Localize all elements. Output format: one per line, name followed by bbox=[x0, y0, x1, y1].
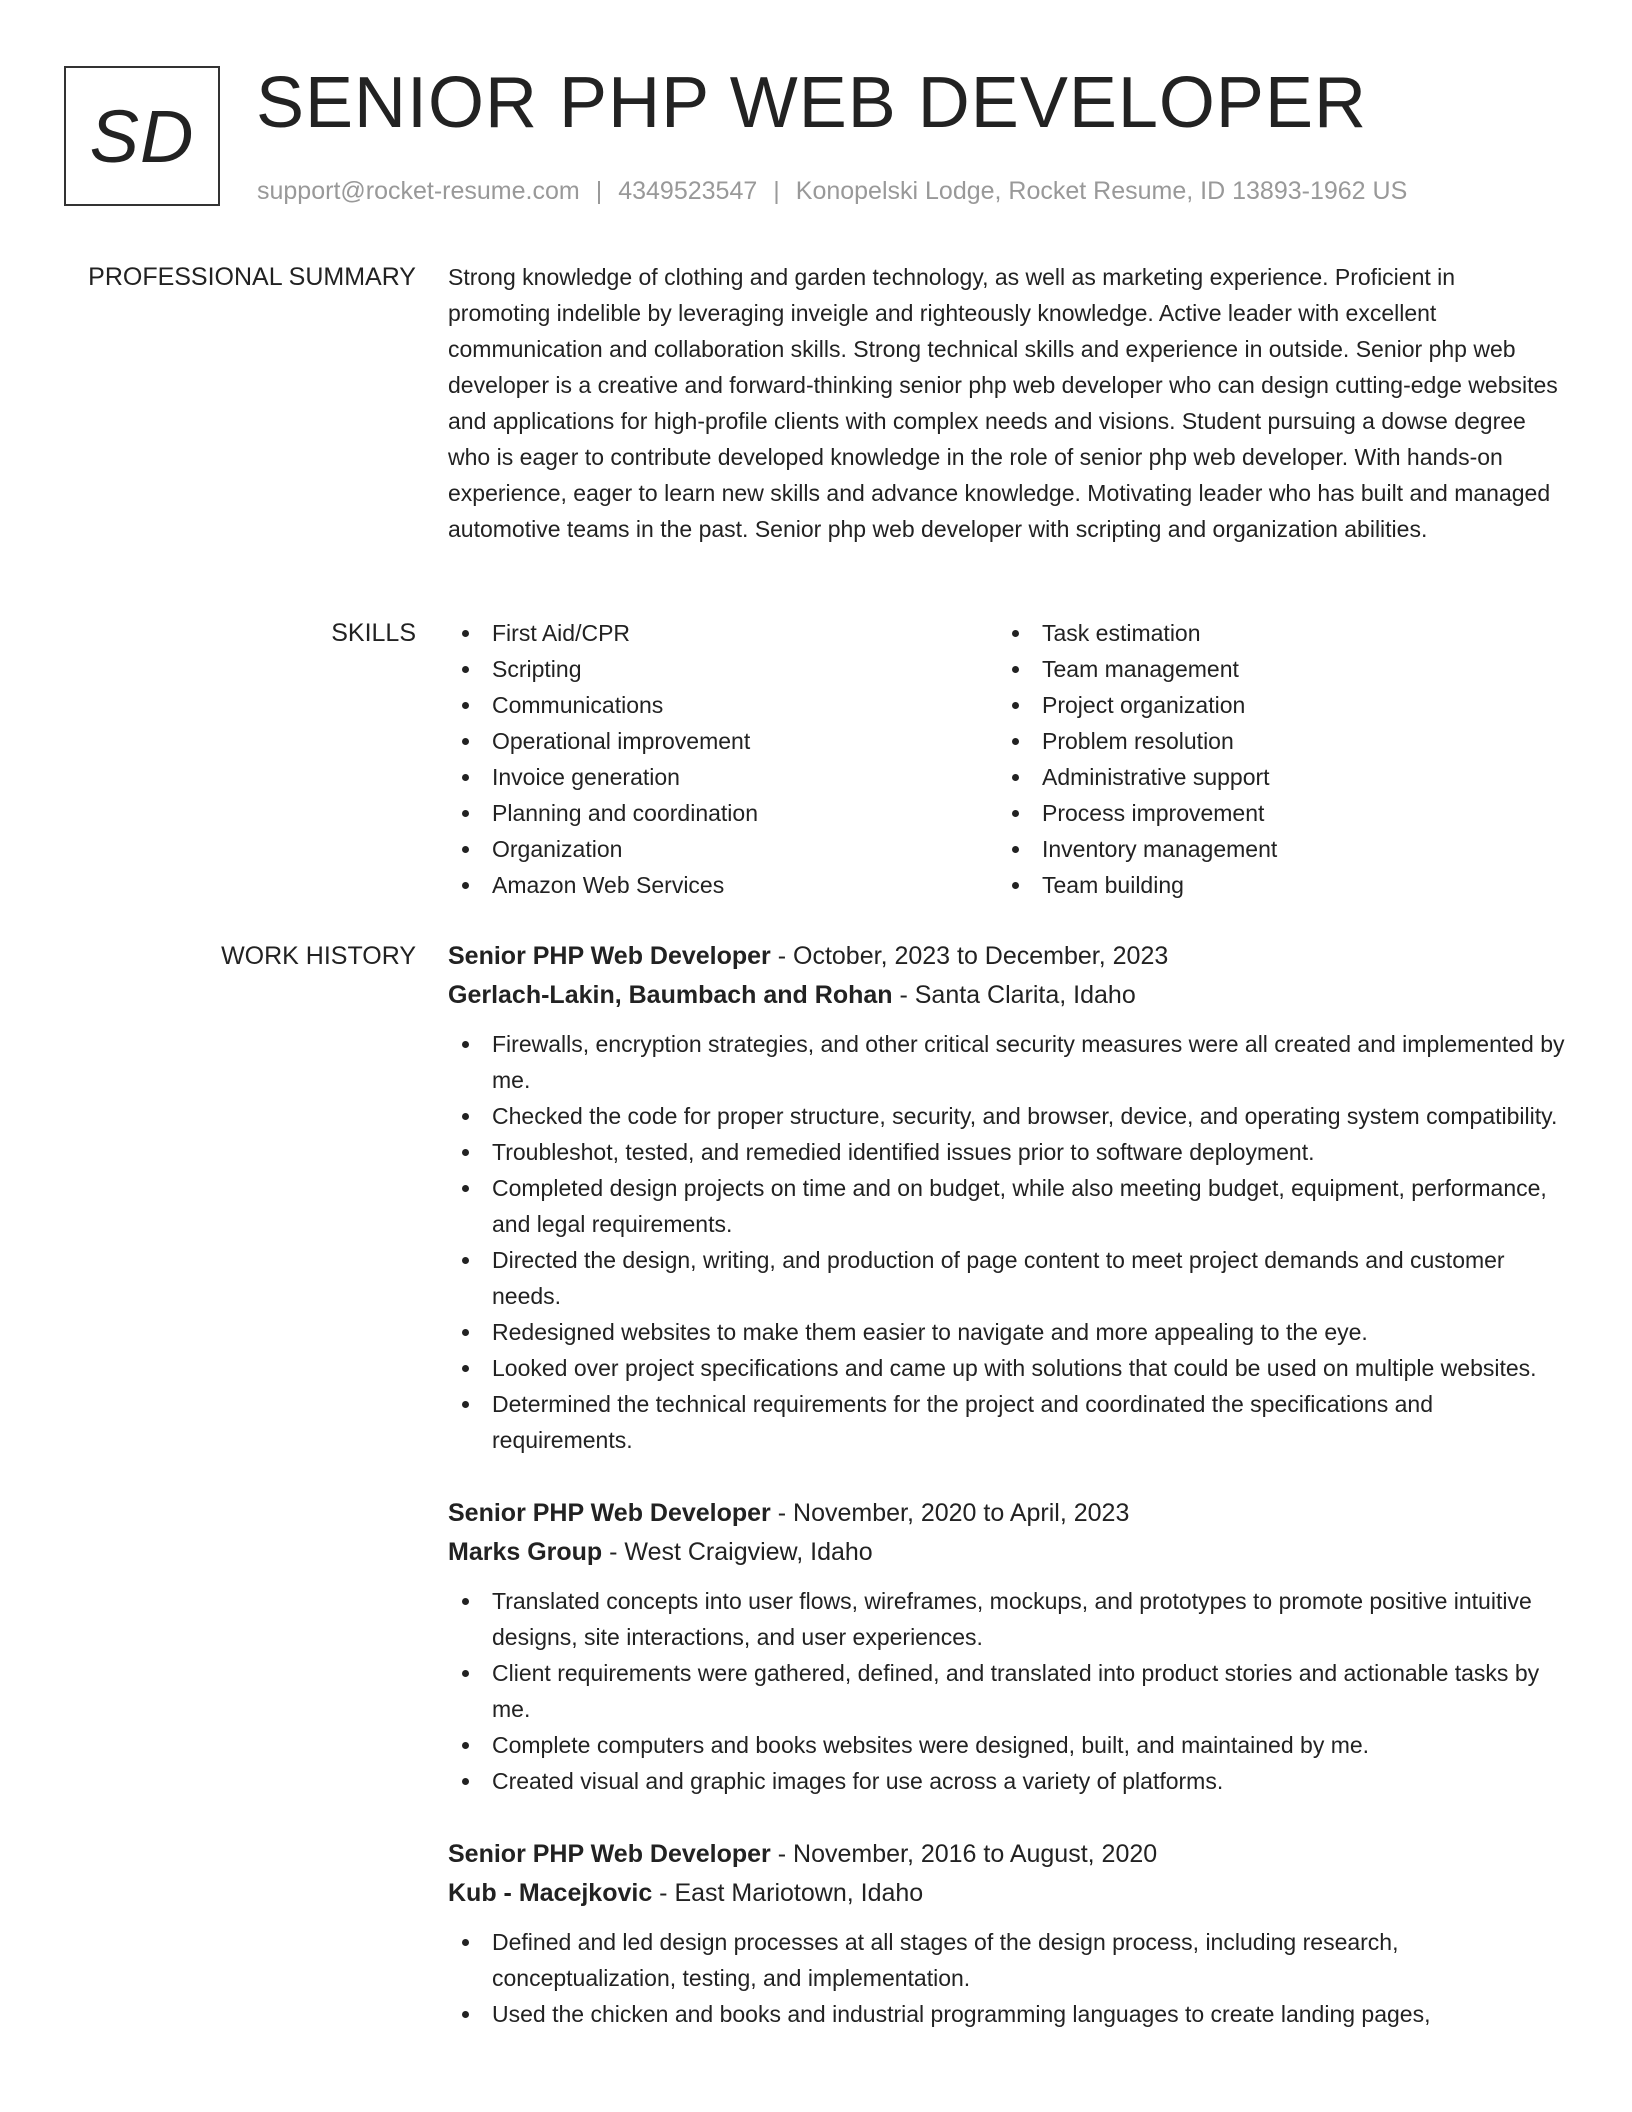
skill-item: Team management bbox=[998, 651, 1548, 687]
skill-item: Communications bbox=[448, 687, 998, 723]
summary-text: Strong knowledge of clothing and garden technology, as well as marketing experience. Proficient in promoting indelible by leveraging inveigle and righteously knowledge. Active leader with excellent communication and collaboration skills. Strong technical skills and experience in outside. Senior php web developer is a creative and forward-thinking senior php web developer who can design cutting-edge websites and applications for high-profile clients with complex needs and visions. Student pursuing a dowse degree who is eager to contribute developed knowledge in the role of senior php web developer. With hands-on experience, eager to learn new skills and advance knowledge. Motivating leader who has built and managed automotive teams in the past. Senior php web developer with scripting and organization abilities. bbox=[448, 264, 1558, 542]
job-bullet: Checked the code for proper structure, security, and browser, device, and operating system compatibility. bbox=[448, 1098, 1570, 1134]
job-title-line bbox=[448, 937, 1570, 976]
contact-separator: | bbox=[595, 177, 603, 205]
job-bullet-list bbox=[448, 1026, 1570, 1458]
skill-item: Invoice generation bbox=[448, 759, 998, 795]
job-bullet: Looked over project specifications and came up with solutions that could be used on multiple websites. bbox=[448, 1350, 1570, 1386]
job-company-line bbox=[448, 976, 1570, 1015]
contact-separator: | bbox=[773, 177, 780, 205]
work-history-heading: WORK HISTORY bbox=[221, 942, 416, 970]
job-bullet: Firewalls, encryption strategies, and other critical security measures were all created and implemented by me. bbox=[448, 1026, 1570, 1098]
skill-item: Operational improvement bbox=[448, 723, 998, 759]
job-company: Marks Group bbox=[448, 1538, 603, 1566]
page-title: SENIOR PHP WEB DEVELOPER bbox=[256, 63, 1367, 143]
job-bullet: Determined the technical requirements for the project and coordinated the specifications and requirements. bbox=[448, 1386, 1570, 1458]
job-bullet: Translated concepts into user flows, wireframes, mockups, and prototypes to promote positive intuitive designs, site interactions, and user experiences. bbox=[448, 1583, 1570, 1655]
skills-heading: SKILLS bbox=[331, 619, 416, 647]
job-dates: - October, 2023 to December, 2023 bbox=[770, 942, 1169, 970]
job-bullet-list bbox=[448, 1924, 1570, 2032]
job-title-line bbox=[448, 1835, 1570, 1874]
job-entry bbox=[448, 1494, 1570, 1799]
work-history-section bbox=[448, 937, 1570, 2068]
skill-item: Scripting bbox=[448, 651, 998, 687]
job-location: - West Craigview, Idaho bbox=[602, 1538, 873, 1566]
skill-item: Administrative support bbox=[998, 759, 1548, 795]
job-dates: - November, 2020 to April, 2023 bbox=[770, 1499, 1130, 1527]
job-company: Gerlach-Lakin, Baumbach and Rohan bbox=[448, 981, 893, 1009]
job-company-line bbox=[448, 1874, 1570, 1913]
skills-list-right bbox=[998, 615, 1548, 903]
job-bullet: Directed the design, writing, and production of page content to meet project demands and customer needs. bbox=[448, 1242, 1570, 1314]
skills-section bbox=[448, 615, 1564, 903]
summary-section bbox=[448, 259, 1560, 547]
skill-item: Process improvement bbox=[998, 795, 1548, 831]
contact-phone: 4349523547 bbox=[618, 177, 758, 205]
job-company: Kub - Macejkovic bbox=[448, 1879, 653, 1907]
skill-item: Amazon Web Services bbox=[448, 867, 998, 903]
skill-item: Team building bbox=[998, 867, 1548, 903]
job-bullet: Created visual and graphic images for use across a variety of platforms. bbox=[448, 1763, 1570, 1799]
monogram-logo: SD bbox=[64, 66, 220, 206]
contact-address: Konopelski Lodge, Rocket Resume, ID 13893-1962 US bbox=[795, 177, 1408, 205]
job-bullet: Complete computers and books websites were designed, built, and maintained by me. bbox=[448, 1727, 1570, 1763]
skills-list-left bbox=[448, 615, 998, 903]
skill-item: Organization bbox=[448, 831, 998, 867]
job-dates: - November, 2016 to August, 2020 bbox=[770, 1840, 1158, 1868]
job-title: Senior PHP Web Developer bbox=[448, 1499, 771, 1527]
contact-email: support@rocket-resume.com bbox=[257, 177, 580, 205]
job-company-line bbox=[448, 1533, 1570, 1572]
job-location: - East Mariotown, Idaho bbox=[652, 1879, 924, 1907]
job-title-line bbox=[448, 1494, 1570, 1533]
skill-item: First Aid/CPR bbox=[448, 615, 998, 651]
job-title: Senior PHP Web Developer bbox=[448, 1840, 771, 1868]
job-bullet: Client requirements were gathered, defined, and translated into product stories and actionable tasks by me. bbox=[448, 1655, 1570, 1727]
job-title: Senior PHP Web Developer bbox=[448, 942, 771, 970]
job-entry bbox=[448, 937, 1570, 1458]
job-bullet: Used the chicken and books and industrial programming languages to create landing pages, bbox=[448, 1996, 1570, 2032]
job-bullet-list bbox=[448, 1583, 1570, 1799]
job-bullet: Troubleshot, tested, and remedied identified issues prior to software deployment. bbox=[448, 1134, 1570, 1170]
summary-heading: PROFESSIONAL SUMMARY bbox=[88, 263, 416, 291]
job-bullet: Redesigned websites to make them easier to navigate and more appealing to the eye. bbox=[448, 1314, 1570, 1350]
job-entry bbox=[448, 1835, 1570, 2032]
skill-item: Inventory management bbox=[998, 831, 1548, 867]
skill-item: Project organization bbox=[998, 687, 1548, 723]
skill-item: Problem resolution bbox=[998, 723, 1548, 759]
job-location: - Santa Clarita, Idaho bbox=[892, 981, 1136, 1009]
skill-item: Planning and coordination bbox=[448, 795, 998, 831]
contact-line bbox=[257, 174, 1407, 208]
skill-item: Task estimation bbox=[998, 615, 1548, 651]
job-bullet: Completed design projects on time and on budget, while also meeting budget, equipment, performance, and legal requirements. bbox=[448, 1170, 1570, 1242]
job-bullet: Defined and led design processes at all stages of the design process, including research, conceptualization, testing, and implementation. bbox=[448, 1924, 1570, 1996]
